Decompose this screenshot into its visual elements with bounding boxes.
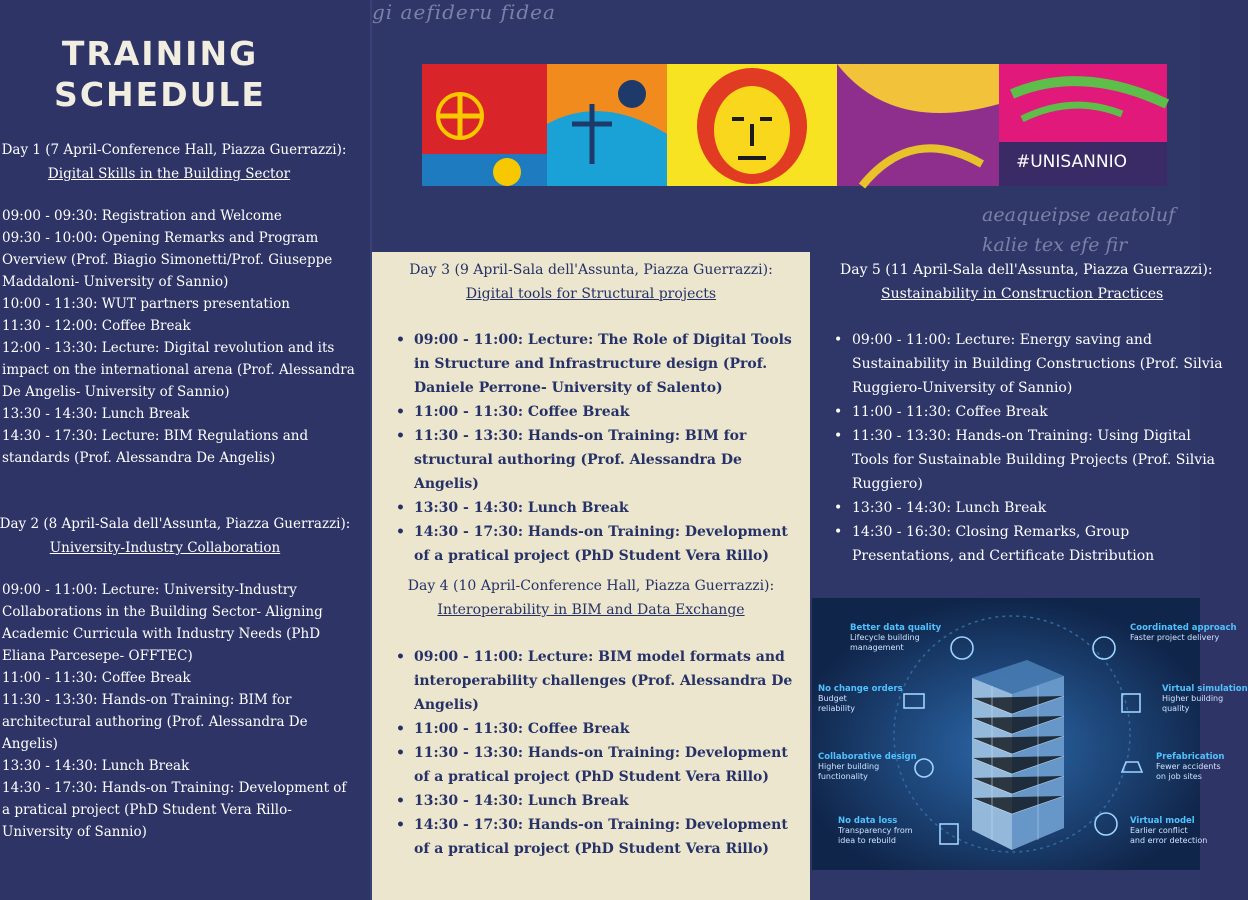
list-item: • 11:00 - 11:30: Coffee Break [396,717,796,741]
bim-label-coordinated [1130,623,1237,643]
day4-heading: Day 4 (10 April-Conference Hall, Piazza Guerrazzi): [407,578,775,594]
list-item-line: • 13:30 - 14:30: Lunch Break [852,500,1047,516]
page-title-line-1: TRAINING [61,34,259,73]
day3-list [396,328,796,568]
banner-hashtag: #UNISANNIO [1016,152,1127,172]
bim-label-virtual-sim [1162,684,1248,714]
bim-label-no-loss [838,816,913,846]
list-item-line: Tools for Sustainable Building Projects (Prof. Silvia [852,452,1216,468]
bim-label-line: Transparency from [838,826,913,835]
bim-label-line: Budget [818,694,847,703]
day3-header [372,258,810,306]
bim-label-line: and error detection [1130,836,1208,845]
bim-label-line: quality [1162,704,1190,713]
day2-header [0,512,360,560]
left-panel [0,0,372,900]
day2-subtitle: University-Industry Collaboration [49,540,281,556]
list-item-line: Ruggiero) [852,476,923,492]
page-title-line-2: SCHEDULE [54,75,266,114]
list-item: 13:30 - 14:30: Lunch Break [2,758,190,774]
list-item-line: Sustainability in Building Constructions (Prof. Silvia [852,356,1223,372]
day1-subtitle: Digital Skills in the Building Sector [47,166,291,182]
list-item: • 09:00 - 11:00: Lecture: The Role of Digital Tools in Structure and Infrastructure design (Prof. Daniele Perrone- University of Salento) [396,328,796,400]
list-item: Collaborations in the Building Sector- Aligning [2,604,323,620]
list-item: 11:00 - 11:30: Coffee Break [2,670,191,686]
list-item: Angelis) [2,736,58,752]
list-item: 11:30 - 12:00: Coffee Break [2,318,191,334]
list-item: • 11:30 - 13:30: Hands-on Training: BIM for structural authoring (Prof. Alessandra De Angelis) [396,424,796,496]
bim-label-title: Better data quality [850,623,942,633]
bim-label-line: management [850,643,904,652]
list-item [834,400,1200,424]
list-item: Maddaloni- University of Sannio) [2,274,229,290]
bim-label-line: on job sites [1156,772,1202,781]
day1-header [0,138,354,186]
bim-label-line: Earlier conflict [1130,826,1188,835]
list-item: 12:00 - 13:30: Lecture: Digital revolution and its [2,340,335,356]
list-item: 14:30 - 17:30: Hands-on Training: Development of [2,780,347,796]
list-item-line: Presentations, and Certificate Distribution [852,548,1155,564]
list-item: 11:30 - 13:30: Hands-on Training: BIM for [2,692,292,708]
list-item: 09:00 - 09:30: Registration and Welcome [2,208,282,224]
bim-label-line: Faster project delivery [1130,633,1220,642]
bim-label-title: Collaborative design [818,752,917,762]
day4-subtitle: Interoperability in BIM and Data Exchange [437,602,745,618]
bim-label-line: reliability [818,704,855,713]
background-script-line: aeaqueipse aeatoluf [982,204,1176,226]
day2-heading: Day 2 (8 April-Sala dell'Assunta, Piazza Guerrazzi): [0,516,351,532]
day3-heading: Day 3 (9 April-Sala dell'Assunta, Piazza Guerrazzi): [409,262,773,278]
list-item-line: • 11:00 - 11:30: Coffee Break [852,404,1048,420]
list-item: • 09:00 - 11:00: Lecture: BIM model formats and interoperability challenges (Prof. Alessandra De Angelis) [396,645,796,717]
background-script-middle [982,200,1175,260]
day5-header [840,258,1213,306]
list-item: 09:30 - 10:00: Opening Remarks and Program [2,230,319,246]
unisannio-banner [422,64,1167,186]
list-item: • 13:30 - 14:30: Lunch Break [396,789,796,813]
bim-label-line: Higher building [818,762,880,771]
day4-header [372,574,810,622]
bim-label-title: Coordinated approach [1130,623,1237,633]
background-script-top: gi aefideru fidea [372,0,556,24]
list-item: 13:30 - 14:30: Lunch Break [2,406,190,422]
list-item [834,424,1216,496]
list-item: De Angelis- University of Sannio) [2,384,230,400]
list-item-line: • 09:00 - 11:00: Lecture: Energy saving and [852,332,1152,348]
list-item: 10:00 - 11:30: WUT partners presentation [2,296,291,312]
bim-label-title: No change orders [818,684,903,694]
bim-label-virtual-model [1130,816,1207,846]
day1-list [2,205,355,469]
day5-heading: Day 5 (11 April-Sala dell'Assunta, Piazza Guerrazzi): [840,262,1213,278]
list-item-line: • 11:30 - 13:30: Hands-on Training: Using Digital [852,428,1191,444]
list-item: • 14:30 - 17:30: Hands-on Training: Development of a pratical project (PhD Student Vera Rillo) [396,520,796,568]
bim-label-data-quality [850,623,941,653]
list-item: 09:00 - 11:00: Lecture: University-Industry [2,582,297,598]
bim-label-prefab [1156,752,1224,782]
list-item-line: • 14:30 - 16:30: Closing Remarks, Group [852,524,1130,540]
day3-subtitle: Digital tools for Structural projects [465,286,717,302]
list-item: University of Sannio) [2,824,147,840]
list-item: a pratical project (PhD Student Vera Rillo- [2,802,292,818]
list-item: standards (Prof. Alessandra De Angelis) [2,450,276,466]
schedule-panel-days-3-4 [372,252,810,900]
list-item: Academic Curricula with Industry Needs (PhD [2,626,321,642]
day5-subtitle: Sustainability in Construction Practices [881,286,1164,302]
list-item: • 11:00 - 11:30: Coffee Break [396,400,796,424]
list-item [834,328,1223,400]
list-item [834,496,1200,520]
list-item: architectural authoring (Prof. Alessandra De [2,714,308,730]
list-item: Overview (Prof. Biagio Simonetti/Prof. Giuseppe [2,252,333,268]
bim-label-title: No data loss [838,816,898,826]
bim-label-collab [818,752,917,782]
day5-list [834,328,1223,568]
bim-benefits-graphic [812,598,1248,870]
list-item: 14:30 - 17:30: Lecture: BIM Regulations and [2,428,309,444]
list-item: Eliana Parcesepe- OFFTEC) [2,648,193,664]
list-item [834,520,1200,568]
bim-label-title: Virtual model [1130,816,1195,826]
bim-label-line: Fewer accidents [1156,762,1221,771]
list-item: • 11:30 - 13:30: Hands-on Training: Development of a pratical project (PhD Student Vera Rillo) [396,741,796,789]
day1-heading: Day 1 (7 April-Conference Hall, Piazza Guerrazzi): [1,142,347,158]
bim-label-line: Higher building [1162,694,1224,703]
day4-list [396,645,796,861]
bim-label-change-orders [818,684,903,714]
bim-label-line: idea to rebuild [838,836,896,845]
bim-label-line: functionality [818,772,868,781]
background-script-line: kalie tex efe fir [982,234,1128,256]
day2-list [2,579,346,843]
bim-label-title: Virtual simulation [1162,684,1248,694]
bim-label-title: Prefabrication [1156,752,1225,762]
list-item: • 14:30 - 17:30: Hands-on Training: Development of a pratical project (PhD Student Vera Rillo) [396,813,796,861]
list-item: impact on the international arena (Prof. Alessandra [2,362,355,378]
list-item-line: Ruggiero-University of Sannio) [852,380,1073,396]
bim-label-line: Lifecycle building [850,633,920,642]
list-item: • 13:30 - 14:30: Lunch Break [396,496,796,520]
